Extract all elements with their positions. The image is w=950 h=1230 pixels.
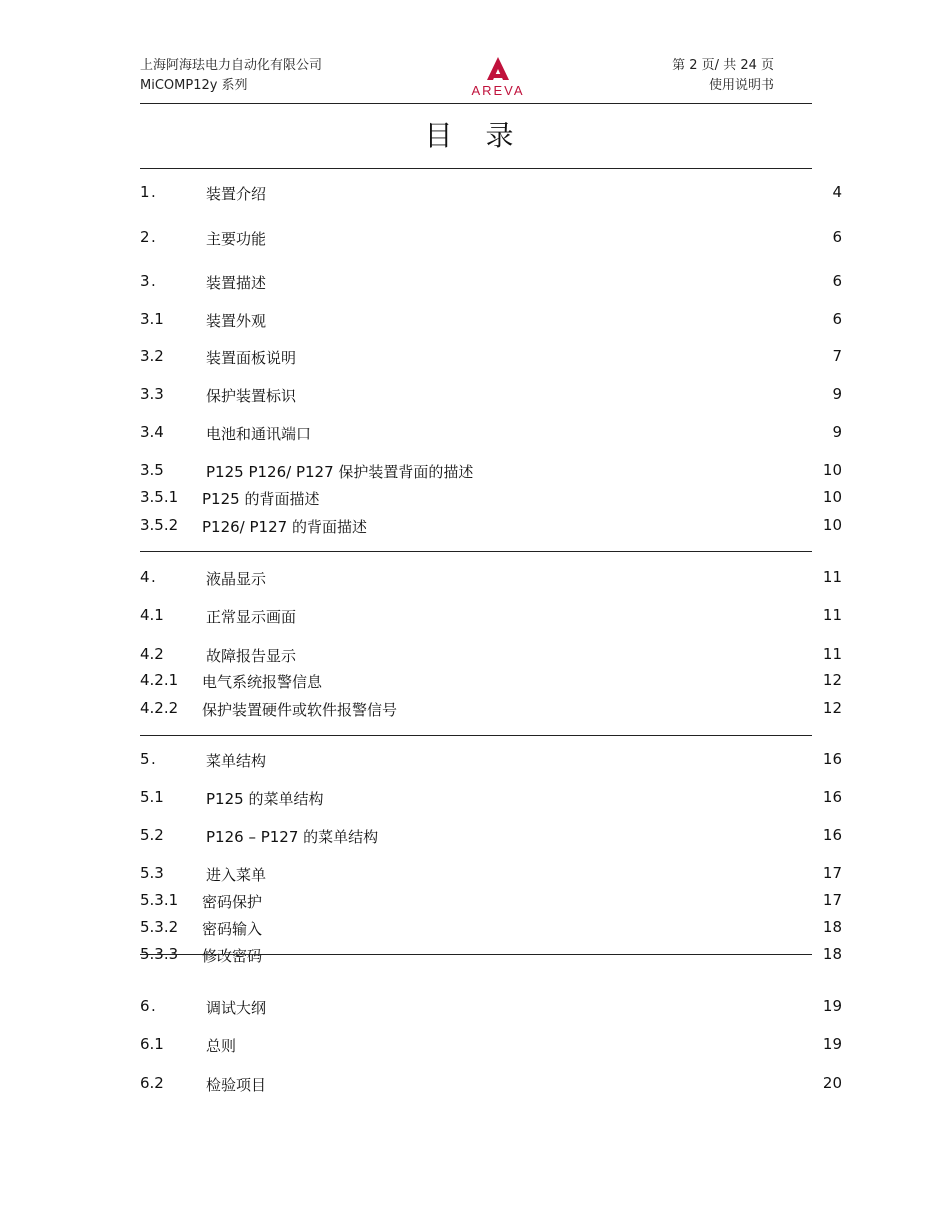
header-left (140, 56, 322, 96)
toc-entry-number: 6.1 (140, 1035, 164, 1053)
toc-entry[interactable] (140, 945, 842, 967)
toc-entry[interactable] (140, 645, 842, 667)
toc-entry-title: 菜单结构 (206, 752, 267, 770)
toc-entry-number: 3.1 (140, 310, 164, 328)
logo-text: AREVA (471, 83, 525, 98)
toc-entry-number: 5.2 (140, 826, 164, 844)
toc-entry-title: 装置外观 (206, 312, 267, 330)
page-title: 目 录 (424, 119, 526, 152)
toc-entry-number: 3. (140, 272, 158, 290)
toc-entry-page: 11 (822, 645, 842, 663)
toc-entry-page: 19 (822, 997, 842, 1015)
toc-entry-number: 4. (140, 568, 158, 586)
toc-entry-title: 保护装置硬件或软件报警信号 (202, 701, 398, 719)
product-series: MiCOMP12y 系列 (140, 78, 248, 93)
toc-entry[interactable] (140, 183, 842, 205)
toc-entry[interactable] (140, 228, 842, 250)
page-info: 第 2 页/ 共 24 页 (672, 58, 774, 73)
toc-entry-page: 9 (832, 385, 842, 403)
toc-entry[interactable] (140, 891, 842, 913)
toc-entry-number: 4.2.1 (140, 671, 179, 689)
toc-entry-page: 16 (822, 788, 842, 806)
toc-entry-number: 4.2.2 (140, 699, 179, 717)
toc-entry-title: 主要功能 (206, 230, 267, 248)
toc-entry-number: 1. (140, 183, 158, 201)
toc-entry-title: 液晶显示 (206, 570, 267, 588)
toc-entry-page: 7 (832, 347, 842, 365)
toc-entry-title: P125 的背面描述 (202, 490, 320, 508)
toc-entry-number: 3.5 (140, 461, 164, 479)
toc-entry-page: 16 (822, 750, 842, 768)
toc-entry[interactable] (140, 488, 842, 510)
page-header (140, 56, 812, 104)
toc-entry-page: 10 (822, 516, 842, 534)
toc-entry-title: 故障报告显示 (206, 647, 297, 665)
toc-entry-number: 5.3 (140, 864, 164, 882)
toc-entry-title: 装置面板说明 (206, 349, 297, 367)
toc-entry[interactable] (140, 997, 842, 1019)
toc-entry[interactable] (140, 272, 842, 294)
toc-entry-page: 10 (822, 488, 842, 506)
toc-entry-page: 4 (832, 183, 842, 201)
toc-entry-number: 3.2 (140, 347, 164, 365)
toc-entry-title: 总则 (206, 1037, 237, 1055)
toc-entry-number: 5.3.2 (140, 918, 179, 936)
toc-entry-number: 6.2 (140, 1074, 164, 1092)
toc-entry[interactable] (140, 461, 842, 483)
toc-entry-number: 3.5.2 (140, 516, 179, 534)
toc-entry-title: 修改密码 (202, 947, 263, 965)
toc-entry[interactable] (140, 606, 842, 628)
toc-entry-page: 6 (832, 272, 842, 290)
toc-entry-title: 电气系统报警信息 (202, 673, 323, 691)
toc-entry-title: P126/ P127 的背面描述 (202, 518, 367, 536)
toc-entry[interactable] (140, 347, 842, 369)
toc-entry-title: 装置描述 (206, 274, 267, 292)
divider-3 (140, 735, 812, 736)
toc-entry-page: 6 (832, 228, 842, 246)
toc-entry-title: 电池和通讯端口 (206, 425, 312, 443)
toc-entry-title: 装置介绍 (206, 185, 267, 203)
toc-entry[interactable] (140, 918, 842, 940)
header-right (672, 56, 774, 96)
toc-entry-page: 18 (822, 945, 842, 963)
areva-logo-icon (458, 56, 538, 84)
toc-entry-page: 12 (822, 671, 842, 689)
toc-entry-page: 17 (822, 864, 842, 882)
toc-entry-page: 6 (832, 310, 842, 328)
toc-entry-page: 9 (832, 423, 842, 441)
toc-entry-page: 10 (822, 461, 842, 479)
toc-entry-title: P125 P126/ P127 保护装置背面的描述 (206, 463, 474, 481)
toc-entry[interactable] (140, 516, 842, 538)
toc-entry[interactable] (140, 423, 842, 445)
toc-entry-title: 密码保护 (202, 893, 263, 911)
document-type: 使用说明书 (708, 78, 774, 93)
toc-entry-title: 进入菜单 (206, 866, 267, 884)
toc-entry-page: 20 (822, 1074, 842, 1092)
toc-entry-title: 密码输入 (202, 920, 263, 938)
toc-entry-number: 5.3.1 (140, 891, 179, 909)
toc-entry-number: 3.5.1 (140, 488, 179, 506)
toc-entry[interactable] (140, 310, 842, 332)
toc-entry[interactable] (140, 826, 842, 848)
toc-entry-page: 11 (822, 606, 842, 624)
toc-entry-title: P126 – P127 的菜单结构 (206, 828, 379, 846)
toc-entry-title: 检验项目 (206, 1076, 267, 1094)
toc-entry[interactable] (140, 1074, 842, 1096)
toc-entry-number: 3.4 (140, 423, 164, 441)
toc-entry-number: 2. (140, 228, 158, 246)
company-name: 上海阿海珐电力自动化有限公司 (140, 58, 323, 73)
toc-entry-page: 12 (822, 699, 842, 717)
toc-entry[interactable] (140, 788, 842, 810)
toc-entry-page: 17 (822, 891, 842, 909)
toc-entry-number: 4.1 (140, 606, 164, 624)
areva-logo (458, 56, 538, 102)
toc-entry-number: 3.3 (140, 385, 164, 403)
toc-entry[interactable] (140, 1035, 842, 1057)
toc-entry-title: P125 的菜单结构 (206, 790, 324, 808)
toc-entry-number: 6. (140, 997, 158, 1015)
toc-entry-number: 5. (140, 750, 158, 768)
toc-entry-page: 19 (822, 1035, 842, 1053)
toc-entry-number: 4.2 (140, 645, 164, 663)
toc-entry-title: 正常显示画面 (206, 608, 297, 626)
divider-2 (140, 551, 812, 552)
toc-entry-title: 调试大纲 (206, 999, 267, 1017)
divider-1 (140, 168, 812, 169)
toc-entry[interactable] (140, 568, 842, 590)
toc-entry[interactable] (140, 864, 842, 886)
toc-entry[interactable] (140, 385, 842, 407)
toc-entry-page: 16 (822, 826, 842, 844)
toc-entry-title: 保护装置标识 (206, 387, 297, 405)
header-rule (140, 103, 812, 104)
toc-entry[interactable] (140, 671, 842, 693)
divider-4 (140, 954, 812, 955)
toc-entry-page: 11 (822, 568, 842, 586)
toc-entry[interactable] (140, 750, 842, 772)
toc-entry[interactable] (140, 699, 842, 721)
toc-entry-page: 18 (822, 918, 842, 936)
toc-entry-number: 5.3.3 (140, 945, 179, 963)
toc-entry-number: 5.1 (140, 788, 164, 806)
